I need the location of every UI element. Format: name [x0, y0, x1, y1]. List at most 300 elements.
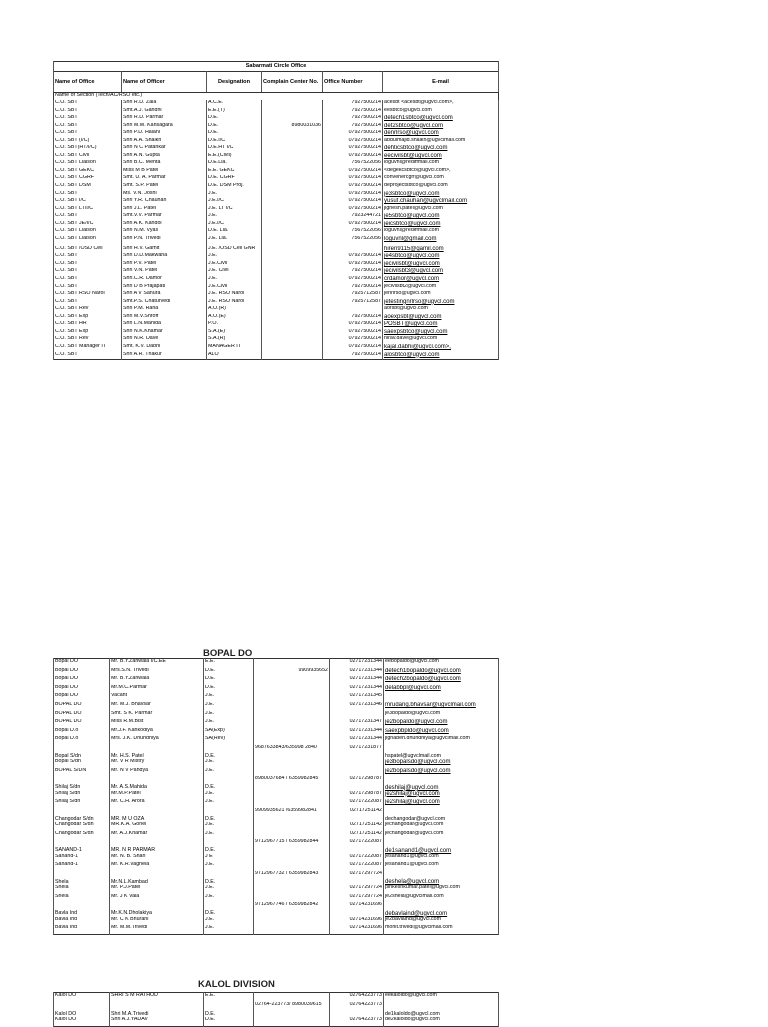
complain-number-cell — [262, 344, 323, 352]
sabarmati-circle-table — [53, 61, 499, 360]
col-header-officer: Name of Officer — [122, 72, 207, 93]
email-cell[interactable]: mohit.trivedi@ugvclmail.com — [384, 925, 499, 934]
table-row — [54, 902, 499, 916]
officer-cell: Smt. U. A. Parmar — [122, 175, 207, 183]
table-row — [54, 123, 499, 131]
designation-cell: D.E. DSM Proj. — [207, 183, 262, 191]
office-number-cell: 07927500214 — [323, 138, 383, 146]
designation-cell: D.E. — [204, 676, 254, 685]
office-number-cell: 02717297724 — [330, 871, 384, 885]
email-cell[interactable]: je2shilaj@ugvcl.com — [384, 799, 499, 808]
email-cell[interactable]: hiren9115@gamil.com — [383, 246, 499, 254]
office-cell: C.O. SBT — [54, 268, 122, 276]
officer-cell: Shri D B Prajapati — [122, 284, 207, 292]
complain-number-cell — [254, 885, 330, 894]
office-number-cell: 7923244721 — [323, 213, 383, 221]
complain-number-cell — [262, 253, 323, 261]
officer-cell: Mr. A.J.Khamar — [110, 831, 204, 840]
officer-cell: Mr. V R Mistry — [110, 759, 204, 768]
email-cell[interactable]: dehticsbtco@ugvcl.com — [383, 145, 499, 153]
table-row — [54, 925, 499, 934]
email-cell[interactable]: jechangodar@ugvcl.com — [384, 822, 499, 831]
email-cell[interactable]: jecivilsbt3@ugvcl.com — [383, 268, 499, 276]
officer-cell: Mr. H.S. Patel — [110, 745, 204, 759]
complain-number-cell — [262, 299, 323, 307]
col-header-designation: Designation — [207, 72, 262, 93]
email-cell[interactable]: eecivilsbt@ugvcl.com — [383, 153, 499, 161]
office-number-cell: 7927500214 — [323, 115, 383, 123]
complain-number-cell — [262, 168, 323, 176]
officer-cell: Shri N C Patankar — [122, 145, 207, 153]
email-cell[interactable]: je2bopaldo@ugvcl.com — [384, 719, 499, 728]
office-number-cell: 07927500214 — [323, 153, 383, 161]
officer-cell: Mr. A.S.Mahida — [110, 776, 204, 790]
email-cell[interactable]: yusuf.chauhan@ugvclmail.com — [383, 198, 499, 206]
officer-cell: Mr. B.Y.Zariwala I/C.EE — [110, 659, 204, 668]
office-cell: Shilaj S/dn — [54, 791, 110, 800]
office-number-cell: 7927500214 — [323, 108, 383, 116]
email-cell[interactable]: jenrlrso@ugvcl.com — [383, 291, 499, 299]
email-cell[interactable]: de2kaloldo@ugvcl.com — [384, 1017, 499, 1027]
complain-number-cell — [262, 138, 323, 146]
email-cell — [384, 693, 499, 702]
complain-number-cell — [254, 894, 330, 903]
table-row — [54, 711, 499, 720]
col-header-complain-center: Complain Center No. — [262, 72, 323, 93]
office-number-cell: 07927500214 — [323, 276, 383, 284]
email-cell[interactable]: eebopaldo@ugvcl.com — [384, 659, 499, 668]
designation-cell: D.E. — [204, 1002, 254, 1017]
email-cell[interactable]: delabbpl@ugvcl.com — [384, 685, 499, 694]
complain-number-cell — [262, 206, 323, 214]
section-label: Name of Section (Tech/AC/RSO etc.) — [55, 92, 143, 98]
officer-cell: Shri A.A. Shaikh — [122, 138, 207, 146]
designation-cell: J.E.I/C — [207, 221, 262, 229]
officer-cell: Shri J.L. Patel — [122, 206, 207, 214]
officer-cell: Shri A V Sanura — [122, 291, 207, 299]
table-row — [54, 776, 499, 790]
office-number-cell: 02764223773 — [330, 1002, 384, 1017]
designation-cell: D.E. — [204, 839, 254, 853]
office-cell: C.O. SBT — [54, 253, 122, 261]
office-cell: BOPAL DO — [54, 702, 110, 711]
email-cell[interactable]: kajal.dabhi@ugvcl.com>, — [383, 344, 499, 352]
complain-number-cell — [254, 685, 330, 694]
office-number-cell: 7927500214 — [323, 314, 383, 322]
email-cell[interactable]: jetestingnrlrso@ugvcl.com — [383, 299, 499, 307]
email-cell[interactable]: alosbtco@ugvcl.com — [383, 352, 499, 360]
bopal-heading: BOPAL DO — [203, 648, 253, 659]
office-cell: C.O. SBT — [54, 108, 122, 116]
complain-number-cell — [262, 246, 323, 254]
designation-cell: J.E. Civil — [207, 268, 262, 276]
officer-cell: MR. N R PARMAR — [110, 839, 204, 853]
office-cell: C.O. SBT DSM — [54, 183, 122, 191]
email-cell[interactable]: pinkeshkumar.patel@ugvcl.com — [384, 885, 499, 894]
email-cell[interactable]: je4sbtco@ugvcl.com — [383, 253, 499, 261]
officer-cell: Mr. K.R.Vaghela — [110, 862, 204, 871]
officer-cell: Shri P.D. Halani — [122, 130, 207, 138]
designation-cell: SA(Exp) — [204, 728, 254, 737]
designation-cell: J.E.I/C — [207, 198, 262, 206]
table-row — [54, 693, 499, 702]
office-number-cell: 07927500214 — [323, 261, 383, 269]
table-row — [54, 191, 499, 199]
office-cell: C.O. SBT(HT/I/C) — [54, 145, 122, 153]
office-cell: C.O. SBT LT/I/C — [54, 206, 122, 214]
table-row — [54, 314, 499, 322]
office-number-cell: 07927500214 — [323, 221, 383, 229]
email-cell[interactable]: eekaloldo@ugvcl.com — [384, 993, 499, 1003]
table-row — [54, 808, 499, 822]
office-number-cell: 7927500214 — [323, 352, 383, 360]
email-cell[interactable]: jignaben.dhundhiya@ugvclmail.com — [384, 736, 499, 745]
officer-cell: Ms. V.N. Joshi — [122, 191, 207, 199]
designation-cell: J.E. — [204, 925, 254, 934]
office-number-cell: 02717231344 — [330, 728, 384, 737]
office-cell: Bavla Ind — [54, 917, 110, 926]
email-cell[interactable]: deshilaj@ugvcl.com — [384, 776, 499, 790]
office-number-cell: 02717231346 — [330, 702, 384, 711]
email-cell[interactable]: loguvnl@rediffmail.com — [383, 228, 499, 236]
designation-cell: J.E. — [204, 799, 254, 808]
office-number-cell: 07927500214 — [323, 175, 383, 183]
office-number-cell: 02717297724 — [330, 894, 384, 903]
office-number-cell: 7567522056 — [323, 228, 383, 236]
officer-cell: Mr. M.M.Trivedi — [110, 925, 204, 934]
designation-cell: J.E. — [207, 191, 262, 199]
office-cell: Bopal D.o — [54, 736, 110, 745]
table-row — [54, 854, 499, 863]
table-row — [54, 917, 499, 926]
email-cell[interactable]: je2shela@ugvclmail.com — [384, 894, 499, 903]
officer-cell: Shri A.R. Thakur — [122, 352, 207, 360]
email-cell[interactable]: je3sbtco@ugvcl.com — [383, 191, 499, 199]
officer-cell: Mr. N. B. Shah — [110, 854, 204, 863]
officer-cell: MR. M U OZA — [110, 808, 204, 822]
table-row — [54, 175, 499, 183]
table-row — [54, 352, 499, 360]
email-cell[interactable]: detech1sbtco@ugvcl.com — [383, 115, 499, 123]
email-cell[interactable]: mrudang.bhavsar@ugvclmail.com — [384, 702, 499, 711]
officer-cell: Shri B.C. Mehta — [122, 160, 207, 168]
designation-cell: ALO — [207, 352, 262, 360]
office-cell: C.O. SBT Liaison — [54, 160, 122, 168]
officer-cell: Shri P.M. Rana — [122, 306, 207, 314]
officer-cell: Mr.N.L.Kambad — [110, 871, 204, 885]
email-cell[interactable]: jeicsbtco@ugvcl.com — [383, 221, 499, 229]
office-cell: Sanand-1 — [54, 862, 110, 871]
officer-cell: Mr.M.C.Parmar — [110, 685, 204, 694]
email-cell[interactable]: aoexpsbt@ugvcl.com — [383, 314, 499, 322]
office-number-cell: 02714231696 — [330, 925, 384, 934]
officer-cell: SHRI S M RATHOD — [110, 993, 204, 1003]
officer-cell: Mr. M.J. Bhavsar — [110, 702, 204, 711]
office-cell: C.O. SBT RSO Narol — [54, 291, 122, 299]
table-row — [54, 862, 499, 871]
email-cell[interactable]: jignesh.patel@ugvcl.com — [383, 206, 499, 214]
officer-cell: Mr.J.F. Kankodiya — [110, 728, 204, 737]
officer-cell: Smt. S K. Parmar — [110, 711, 204, 720]
complain-number-cell: 9712967715 / 6359982844 — [254, 839, 330, 853]
email-cell[interactable]: crdamor@ugvcl.com — [383, 276, 499, 284]
office-number-cell: 7567522056 — [323, 236, 383, 246]
office-number-cell: 07927500214 — [323, 198, 383, 206]
office-cell: C.O. SBT Liaison — [54, 236, 122, 246]
office-cell: C.O. SBT Rev — [54, 336, 122, 344]
table-row — [54, 299, 499, 307]
designation-cell: J.E. — [204, 894, 254, 903]
email-cell[interactable]: je5sbtco@ugvcl.com — [383, 213, 499, 221]
office-cell: C.O. SBT CGRF — [54, 175, 122, 183]
complain-number-cell — [262, 336, 323, 344]
office-cell: C.O. SBT — [54, 213, 122, 221]
office-number-cell: 07927500214 — [323, 183, 383, 191]
table-row — [54, 306, 499, 314]
email-cell[interactable]: je2shilaj@ugvcl.com — [384, 791, 499, 800]
officer-cell: Shri P.V. Patel — [122, 261, 207, 269]
complain-number-cell — [262, 153, 323, 161]
email-cell[interactable]: deshela@ugvcl.com — [384, 871, 499, 885]
email-cell[interactable]: de1sanand1@ugvcl.com — [384, 839, 499, 853]
complain-number-cell — [254, 768, 330, 777]
email-cell[interactable]: denrlrso@ugvcl.com — [383, 130, 499, 138]
office-number-cell: 02717298787 — [330, 791, 384, 800]
officer-cell: Mr. N V Pandya — [110, 768, 204, 777]
office-cell: C.O. SBT /OSD Cell — [54, 246, 122, 254]
officer-cell: Shri Y.R. Chauhan — [122, 198, 207, 206]
email-cell[interactable]: de1kaloldo@ugvcl.com — [384, 1002, 499, 1017]
table-row — [54, 336, 499, 344]
officer-cell: Shri A.K. Kandoi — [122, 221, 207, 229]
designation-cell: J.E. RSO Narol — [207, 299, 262, 307]
table-row — [54, 702, 499, 711]
email-cell[interactable]: loguvnl@gmail.com — [383, 236, 499, 246]
table-row — [54, 246, 499, 254]
office-cell: Bopal DO — [54, 659, 110, 668]
table-row — [54, 329, 499, 337]
table-row — [54, 284, 499, 292]
email-cell[interactable]: abdulmajid.shaikh@ugvclmail.com — [383, 138, 499, 146]
table-row — [54, 261, 499, 269]
office-cell: SANAND-1 — [54, 839, 110, 853]
email-cell[interactable]: dechangodar@ugvcl.com — [384, 808, 499, 822]
office-cell: C.O. SBT — [54, 191, 122, 199]
officer-cell: Shri V.N. Patel — [122, 268, 207, 276]
office-number-cell: 7927500214 — [323, 284, 383, 292]
designation-cell: D.E. — [204, 871, 254, 885]
officer-cell: Shri P.N. Trivedi — [122, 236, 207, 246]
email-cell[interactable]: nirav.dave@ugvcl.com — [383, 336, 499, 344]
complain-number-cell — [254, 659, 330, 668]
designation-cell: D.E. — [207, 115, 262, 123]
designation-cell: E.E. — [204, 993, 254, 1003]
complain-number-cell — [254, 693, 330, 702]
email-cell[interactable]: je2bavlaind@ugvcl.com — [384, 917, 499, 926]
office-number-cell: 02717231344 — [330, 676, 384, 685]
office-number-cell: 02717231344 — [330, 668, 384, 677]
officer-cell: Mr. B.Y.Zariwala — [110, 676, 204, 685]
table-row — [54, 344, 499, 352]
email-cell[interactable]: detech1bopaldo@ugvcl.com — [384, 668, 499, 677]
designation-cell: E.E. — [204, 659, 254, 668]
table-row — [54, 728, 499, 737]
complain-number-cell — [254, 719, 330, 728]
complain-number-cell — [262, 268, 323, 276]
officer-cell: Shri M.M. Kansagara — [122, 123, 207, 131]
officer-cell: Shri.C.R. Damor — [122, 276, 207, 284]
complain-number-cell — [262, 198, 323, 206]
complain-number-cell — [254, 854, 330, 863]
office-cell: Changodar S/dn — [54, 822, 110, 831]
email-cell[interactable]: jesanand1@ugvcl.com — [384, 854, 499, 863]
table-row — [54, 839, 499, 853]
email-cell[interactable]: jechangodar@ugvcl.com — [384, 831, 499, 840]
table-row — [54, 745, 499, 759]
designation-cell: D.E. Lia. — [207, 228, 262, 236]
office-cell: C.O. SBT — [54, 123, 122, 131]
office-number-cell: 07927500214 — [323, 321, 383, 329]
designation-cell: J.E.Civil — [207, 284, 262, 292]
email-cell[interactable]: jesanand1@ugvcl.com — [384, 862, 499, 871]
designation-cell: D.E. — [204, 808, 254, 822]
officer-cell: Shri A.N. Gupta — [122, 153, 207, 161]
email-cell[interactable]: je3bopalsdo@ugvcl.com — [384, 759, 499, 768]
complain-number-cell — [262, 261, 323, 269]
officer-cell: Mr. C.H. Arora — [110, 799, 204, 808]
email-cell[interactable]: hspatel@ugvclmail.com — [384, 745, 499, 759]
office-number-cell: 02717231344 — [330, 659, 384, 668]
email-cell[interactable]: jecivilsbt@ugvcl.com — [383, 261, 499, 269]
officer-cell: MR.K.A. Gohel — [110, 822, 204, 831]
officer-cell: Vacant — [110, 693, 204, 702]
office-number-cell: 02717231347 — [330, 719, 384, 728]
office-number-cell: 02717231877 — [330, 745, 384, 759]
email-cell[interactable]: je2bopalsdo@ugvcl.com — [384, 768, 499, 777]
email-cell[interactable]: loguvnl@rediffmail.com — [383, 160, 499, 168]
email-cell[interactable]: acesbt <acesbt@ugvcl.com>, — [383, 100, 499, 108]
office-cell: BOPAL DO — [54, 719, 110, 728]
office-number-cell: 7927500214 — [323, 100, 383, 108]
table-row — [54, 100, 499, 108]
email-cell[interactable]: aorsbt@ugvcl.com — [383, 306, 499, 314]
office-cell: Bopal S/dn — [54, 745, 110, 759]
designation-cell: J.E. — [204, 702, 254, 711]
designation-cell: J.E. — [204, 791, 254, 800]
office-cell: C.O. SBT Liaison — [54, 228, 122, 236]
table-row — [54, 1017, 499, 1027]
designation-cell: J.E. — [207, 253, 262, 261]
officer-cell: Miss M B Patel — [122, 168, 207, 176]
office-number-cell: 02717231345 — [330, 693, 384, 702]
email-cell[interactable]: <degekcsbtco@ugvcl.com>, — [383, 168, 499, 176]
office-cell: C.O. SBT (I/C) — [54, 138, 122, 146]
officer-cell: Smt.P.S. Chaturvedi — [122, 299, 207, 307]
designation-cell: J.E. — [204, 711, 254, 720]
designation-cell: P.O. — [207, 321, 262, 329]
office-number-cell: 02764223773 — [330, 993, 384, 1003]
complain-number-cell — [262, 291, 323, 299]
office-number-cell: 7927500214 — [323, 268, 383, 276]
email-cell[interactable]: saexpbpldo@ugvcl.com — [384, 728, 499, 737]
complain-number-cell — [262, 145, 323, 153]
office-number-cell: 7927500214 — [323, 123, 383, 131]
designation-cell: J.E. /OSD Cell GNR — [207, 246, 262, 254]
table-row — [54, 221, 499, 229]
office-number-cell: 7567522056 — [323, 160, 383, 168]
email-cell[interactable]: detech2bopaldo@ugvcl.com — [384, 676, 499, 685]
complain-number-cell — [262, 130, 323, 138]
complain-number-cell — [254, 728, 330, 737]
email-cell[interactable]: det2sbtco@ugvcl.com — [383, 123, 499, 131]
designation-cell: MANAGER IT — [207, 344, 262, 352]
office-number-cell: 02717251142 — [330, 808, 384, 822]
complain-number-cell — [254, 1017, 330, 1027]
complain-number-cell — [254, 799, 330, 808]
designation-cell: J.E. — [204, 917, 254, 926]
table-row — [54, 228, 499, 236]
complain-number-cell — [262, 213, 323, 221]
officer-cell: Mr. C K Bhurani — [110, 917, 204, 926]
email-cell[interactable]: deprojectsbtco@ugvcl.com — [383, 183, 499, 191]
complain-number-cell — [262, 228, 323, 236]
designation-cell: J.E. — [204, 822, 254, 831]
office-cell: Bopal DO — [54, 685, 110, 694]
designation-cell: D.E. — [204, 1017, 254, 1027]
table-row — [54, 130, 499, 138]
office-cell: C.O. SBT GEKC — [54, 168, 122, 176]
office-number-cell: 02717222087 — [330, 839, 384, 853]
office-number-cell: 02717222087 — [330, 854, 384, 863]
email-cell[interactable]: eesbtco@ugvcl.com — [383, 108, 499, 116]
officer-cell: Mr.M.P.Patel — [110, 791, 204, 800]
office-cell: Bavla Ind — [54, 925, 110, 934]
table-row — [54, 759, 499, 768]
table-row — [54, 145, 499, 153]
office-number-cell: 02714231696 — [330, 902, 384, 916]
table-row — [54, 871, 499, 885]
table-row — [54, 276, 499, 284]
table-row — [54, 321, 499, 329]
table-row — [54, 799, 499, 808]
email-cell[interactable]: convenercgrf@ugvcl.com — [383, 175, 499, 183]
email-cell[interactable]: POSBT@ugvcl.com — [383, 321, 499, 329]
table-row — [54, 736, 499, 745]
complain-number-cell: 9909935621 /6359982841 — [254, 808, 330, 822]
complain-number-cell — [254, 925, 330, 934]
complain-number-cell — [262, 321, 323, 329]
officer-cell: Shri R.D. Parmar — [122, 115, 207, 123]
email-cell[interactable]: je3bopaldo@ugvcl.com — [384, 711, 499, 720]
designation-cell: D.E. — [207, 130, 262, 138]
complain-number-cell: 8980037684 / 6359982845 — [254, 776, 330, 790]
office-number-cell: 7925712587 — [323, 291, 383, 299]
office-cell: Bopal D.o — [54, 728, 110, 737]
designation-cell: D.E. — [204, 685, 254, 694]
office-cell: Kalol DO — [54, 1017, 110, 1027]
officer-cell: Shri N.R. Dave — [122, 336, 207, 344]
officer-cell: Shri N.M. Vyas — [122, 228, 207, 236]
office-cell: C.O. SBT HR — [54, 321, 122, 329]
email-cell[interactable]: saexpsbtco@ugvcl.com — [383, 329, 499, 337]
table-row — [54, 1002, 499, 1017]
designation-cell: J.E. — [204, 759, 254, 768]
office-number-cell: 02717222087 — [330, 799, 384, 808]
email-cell[interactable]: debavlaind@ugvcl.com — [384, 902, 499, 916]
col-header-office: Name of Office — [54, 72, 122, 93]
office-cell: C.O. SBT Civil — [54, 153, 122, 161]
email-cell[interactable]: jecivilsbt2@ugvcl.com — [383, 284, 499, 292]
